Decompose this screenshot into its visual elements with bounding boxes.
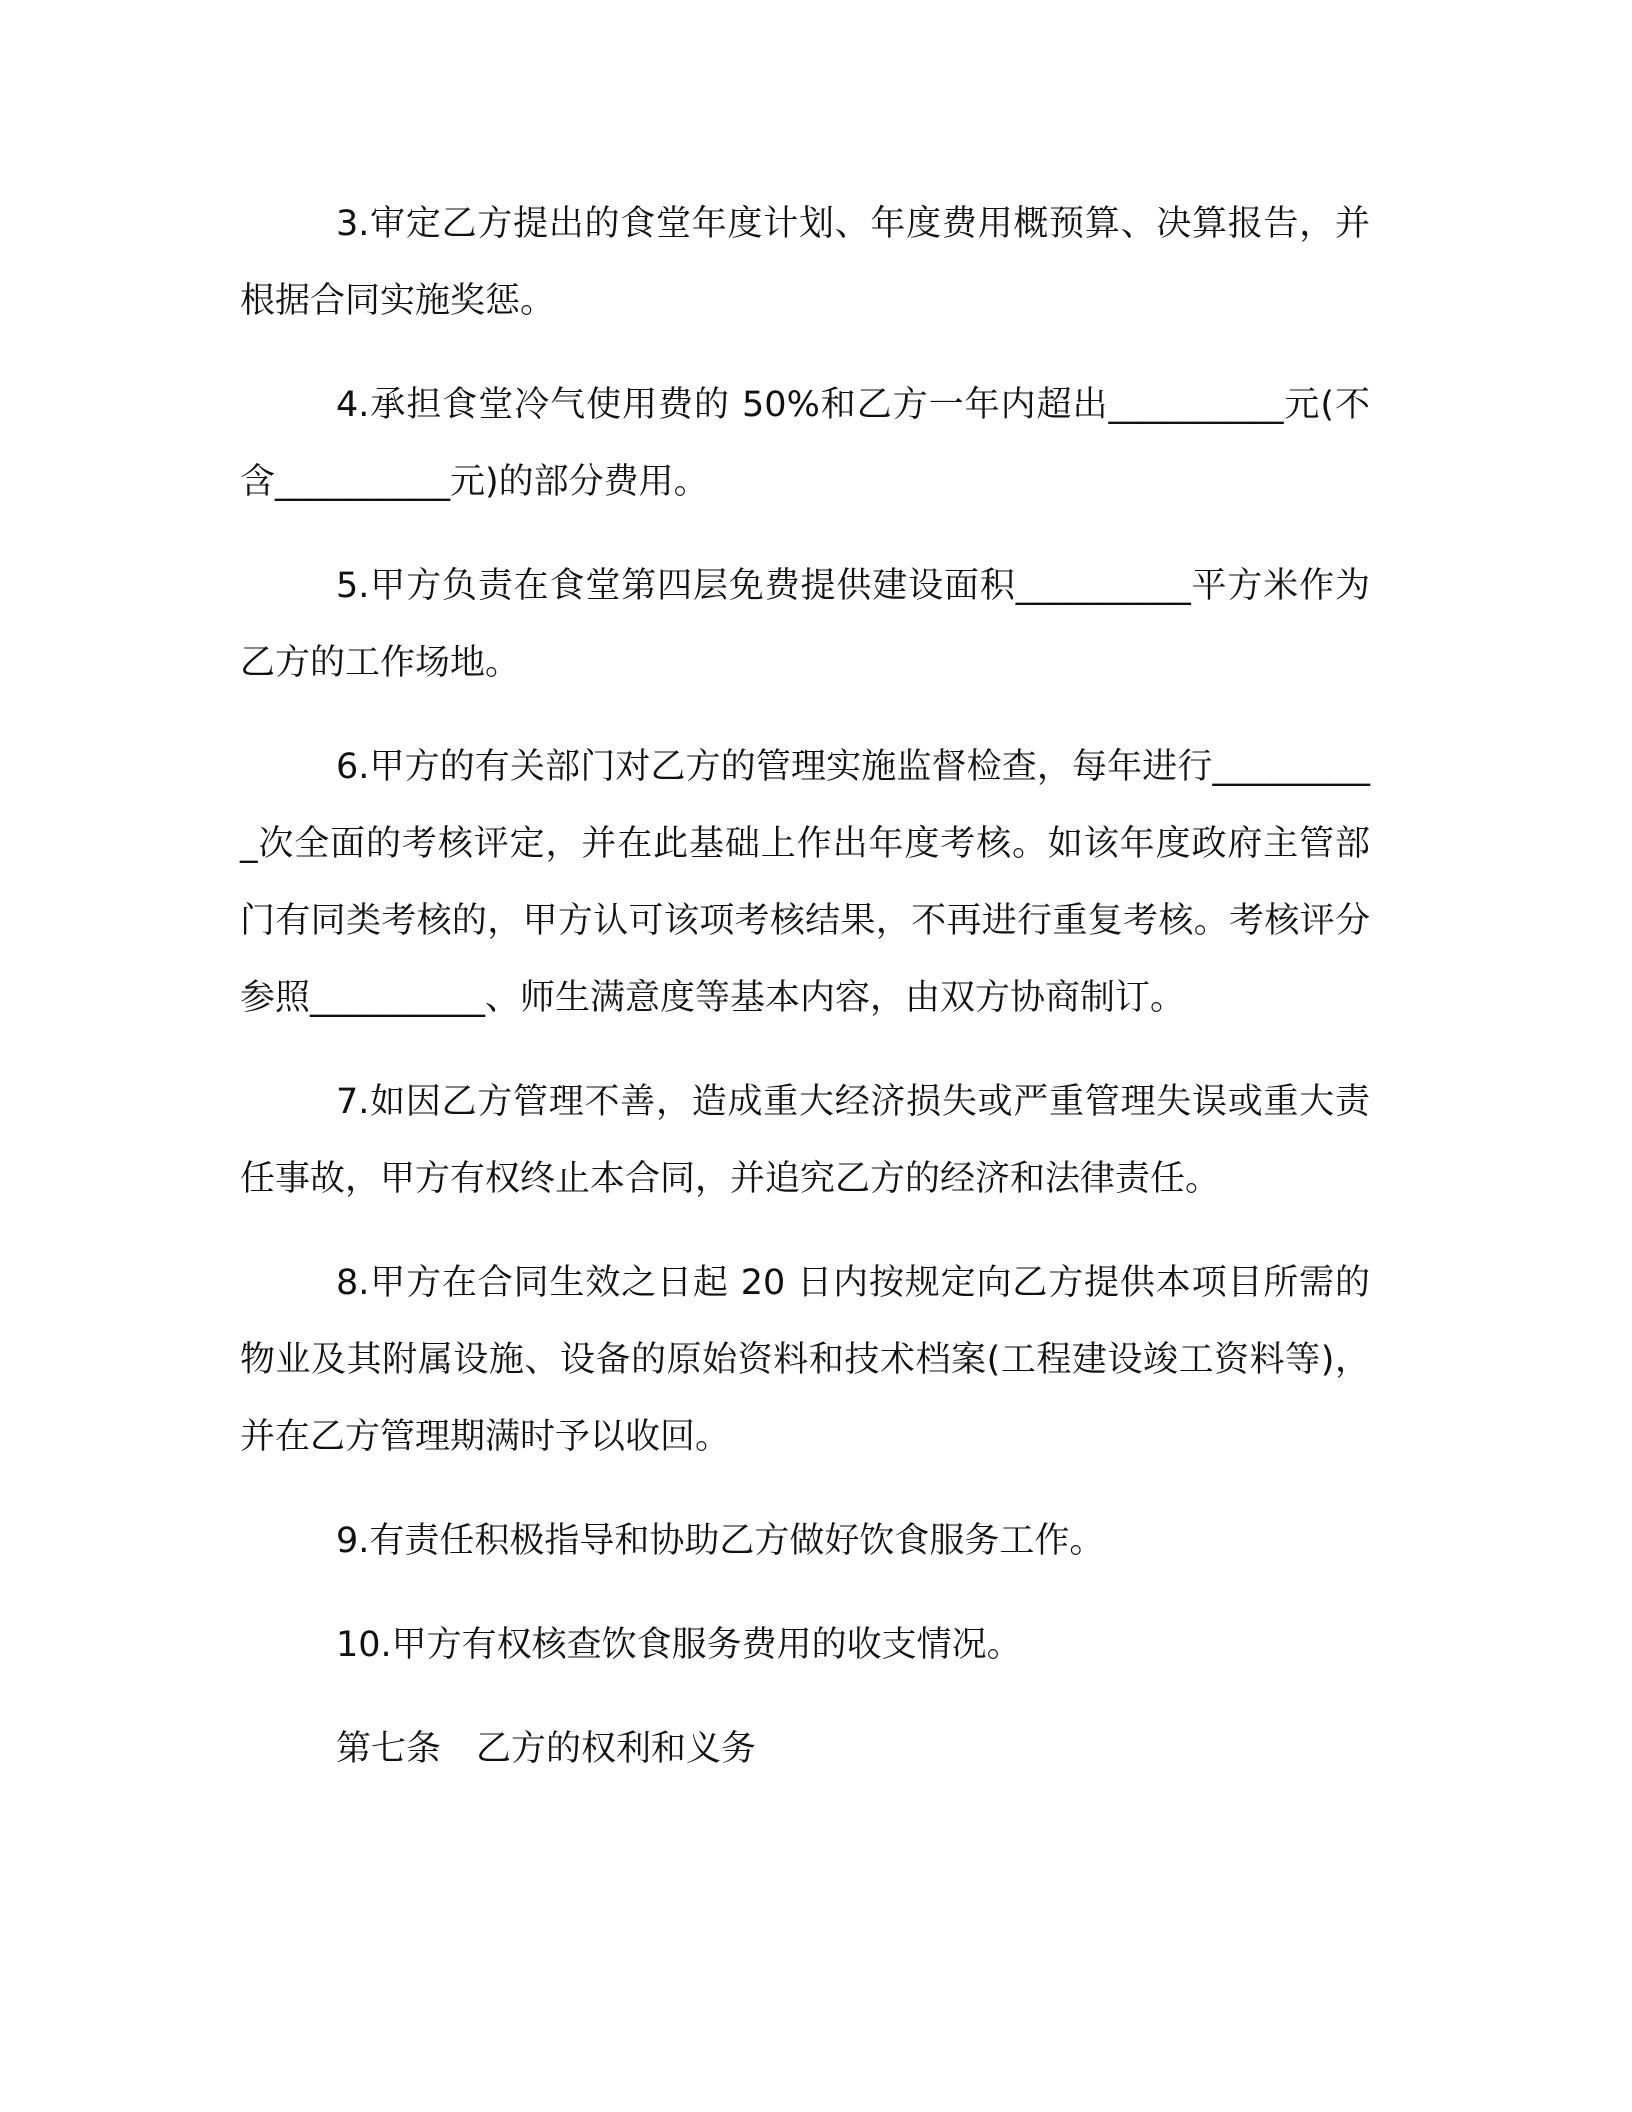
clause-3: 3.审定乙方提出的食堂年度计划、年度费用概预算、决算报告，并根据合同实施奖惩。 xyxy=(240,204,1370,321)
clause-9: 9.有责任积极指导和协助乙方做好饮食服务工作。 xyxy=(336,1521,1105,1561)
section-heading: 第七条 乙方的权利和义务 xyxy=(336,1729,757,1769)
document-body xyxy=(240,186,1370,1815)
clause-8: 8.甲方在合同生效之日起 20 日内按规定向乙方提供本项目所需的物业及其附属设施、设备的原始资料和技术档案(工程建设竣工资料等)，并在乙方管理期满时予以收回。 xyxy=(240,1263,1370,1457)
clause-7: 7.如因乙方管理不善，造成重大经济损失或严重管理失误或重大责任事故，甲方有权终止本合同，并追究乙方的经济和法律责任。 xyxy=(240,1082,1370,1199)
clause-5: 5.甲方负责在食堂第四层免费提供建设面积__________平方米作为乙方的工作场地。 xyxy=(240,566,1370,683)
clause-4: 4.承担食堂冷气使用费的 50%和乙方一年内超出__________元(不含__________元)的部分费用。 xyxy=(240,385,1370,502)
clause-10: 10.甲方有权核查饮食服务费用的收支情况。 xyxy=(336,1625,1022,1665)
clause-6: 6.甲方的有关部门对乙方的管理实施监督检查，每年进行__________次全面的考核评定，并在此基础上作出年度考核。如该年度政府主管部门有同类考核的，甲方认可该项考核结果，不再进行重复考核。考核评分参照__________、师生满意度等基本内容，由双方协商制订。 xyxy=(240,747,1370,1018)
